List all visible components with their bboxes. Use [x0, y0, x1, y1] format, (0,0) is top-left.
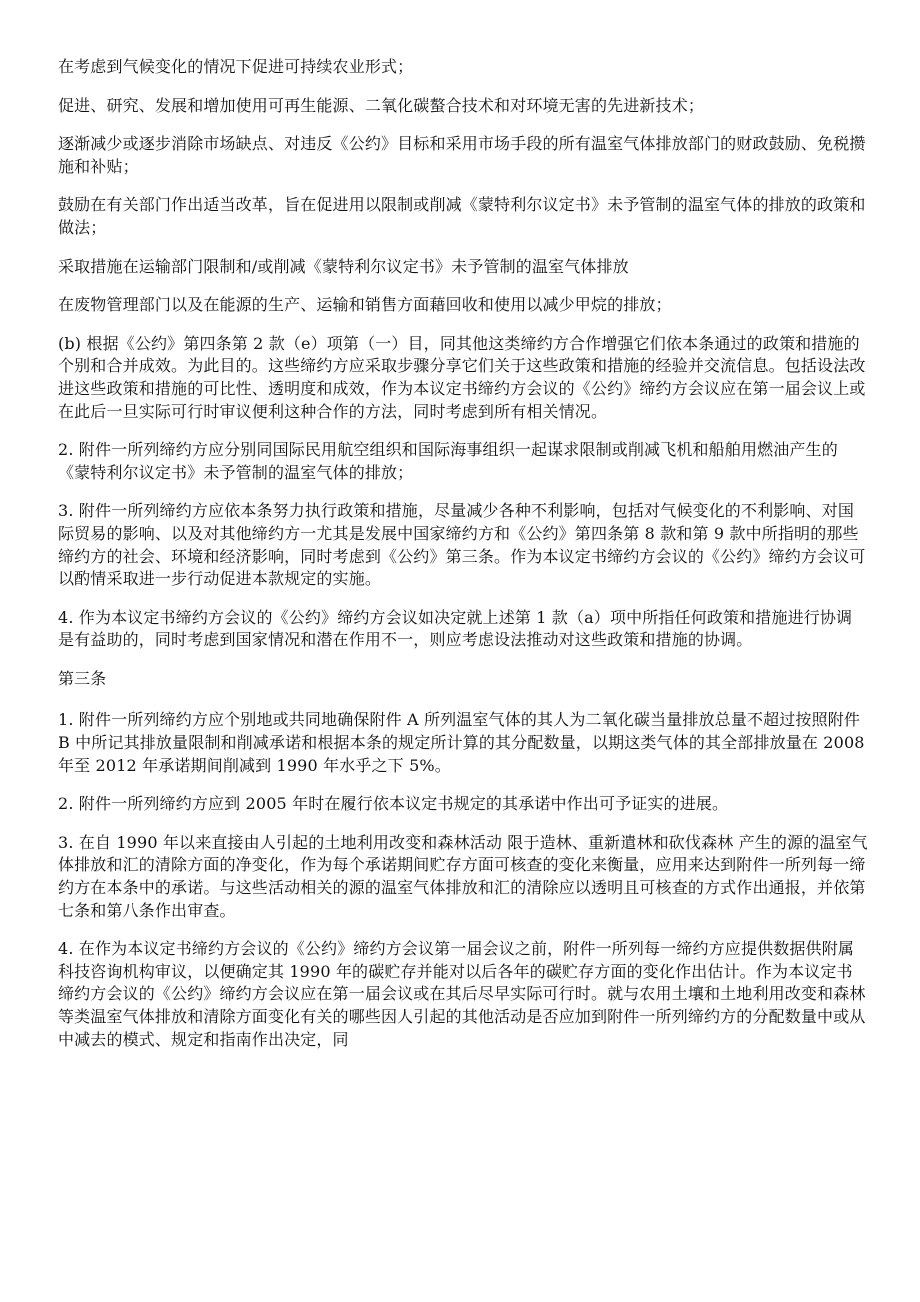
- paragraph-article2-item3: 3. 附件一所列缔约方应依本条努力执行政策和措施，尽量减少各种不利影响，包括对气候变化的不利影响、对国际贸易的影响、以及对其他缔约方一尤其是发展中国家缔约方和《公约》第四条第 8 款和第 9 款中所指明的那些缔约方的社会、环境和经济影响，同时考虑到《公约》第三条。作为本议定书缔约方会议的《公约》缔约方会议可以酌情采取进一步行动促进本款规定的实施。: [58, 501, 866, 589]
- paragraph-sustainable-agriculture: 在考虑到气候变化的情况下促进可持续农业形式；: [58, 57, 414, 76]
- paragraph-article3-item1: 1. 附件一所列缔约方应个别地或共同地确保附件 A 所列温室气体的其人为二氧化碳当量排放总量不超过按照附件 B 中所记其排放量限制和削减承诺和根据本条的规定所计算的其分配数量，以期这类气体的其全部排放量在 2008 年至 2012 年承诺期间削减到 1990 年水乎之下 5%。: [58, 710, 865, 775]
- paragraph-article3-item2: 2. 附件一所列缔约方应到 2005 年时在履行依本议定书规定的其承诺中作出可予证实的进展。: [58, 794, 729, 814]
- paragraph-article2-item2: 2. 附件一所列缔约方应分别同国际民用航空组织和国际海事组织一起谋求限制或削减飞机和船舶用燃油产生的《蒙特利尔议定书》未予管制的温室气体的排放；: [58, 440, 838, 482]
- paragraph-transport-emissions: 采取措施在运输部门限制和/或削减《蒙特利尔议定书》未予管制的温室气体排放: [58, 256, 629, 276]
- article-three-heading: 第三条: [58, 668, 107, 688]
- paragraph-article2-item4: 4. 作为本议定书缔约方会议的《公约》缔约方会议如决定就上述第 1 款（a）项中所指任何政策和措施进行协调是有益助的，同时考虑到国家情况和潜在作用不一，则应考虑设法推动对这些政策和措施的协调。: [58, 607, 853, 650]
- paragraph-item-b-cooperation: (b) 根据《公约》第四条第 2 款（e）项第（一）目，同其他这类缔约方合作增强它们依本条通过的政策和措施的个别和合并成效。为此目的。这些缔约方应采取步骤分享它们关于这些政策和措施的经验并交流信息。包括设法改进这些政策和措施的可比性、透明度和成效，作为本议定书缔约方会议的《公约》缔约方会议应在第一届会议上或在此后一旦实际可行时审议便利这种合作的方法，同时考虑到所有相关情况。: [58, 333, 866, 421]
- paragraph-market-imperfections: 逐渐减少或逐步消除市场缺点、对违反《公约》目标和采用市场手段的所有温室气体排放部门的财政鼓励、免税攒施和补贴；: [58, 134, 866, 176]
- document-page: [58, 56, 868, 1067]
- paragraph-sector-reforms: 鼓励在有关部门作出适当改革，旨在促进用以限制或削减《蒙特利尔议定书》未予管制的温室气体的排放的政策和做法；: [58, 195, 866, 237]
- paragraph-renewable-energy: 促进、研究、发展和增加使用可再生能源、二氧化碳螯合技术和对环境无害的先进新技术；: [58, 95, 705, 115]
- paragraph-article3-item4: 4. 在作为本议定书缔约方会议的《公约》缔约方会议第一届会议之前，附件一所列每一缔约方应提供数据供附属科技咨询机构审议，以便确定其 1990 年的碳贮存并能对以后各年的碳贮存方面的变化作出估计。作为本议定书缔约方会议的《公约》缔约方会议应在第一届会议或在其后尽早实际可行时。就与农用土壤和土地利用改变和森林等类温室气体排放和清除方面变化有关的哪些因人引起的其他活动是否应加到附件一所列缔约方的分配数量中或从中减去的模式、规定和指南作出决定，同: [58, 939, 866, 1049]
- paragraph-article3-item3: 3. 在自 1990 年以来直接由人引起的土地利用改变和森林活动 限于造林、重新遣林和砍伐森林 产生的源的温室气体排放和汇的清除方面的净变化，作为每个承诺期间贮存方面可核查的变化来衡量，应用来达到附件一所列每一缔约方在本条中的承诺。与这些活动相关的源的温室气体排放和汇的清除应以透明且可核查的方式作出通报，并依第七条和第八条作出审查。: [58, 832, 868, 920]
- paragraph-methane-reduction: 在废物管理部门以及在能源的生产、运输和销售方面藉回收和使用以减少甲烷的排放；: [58, 295, 672, 315]
